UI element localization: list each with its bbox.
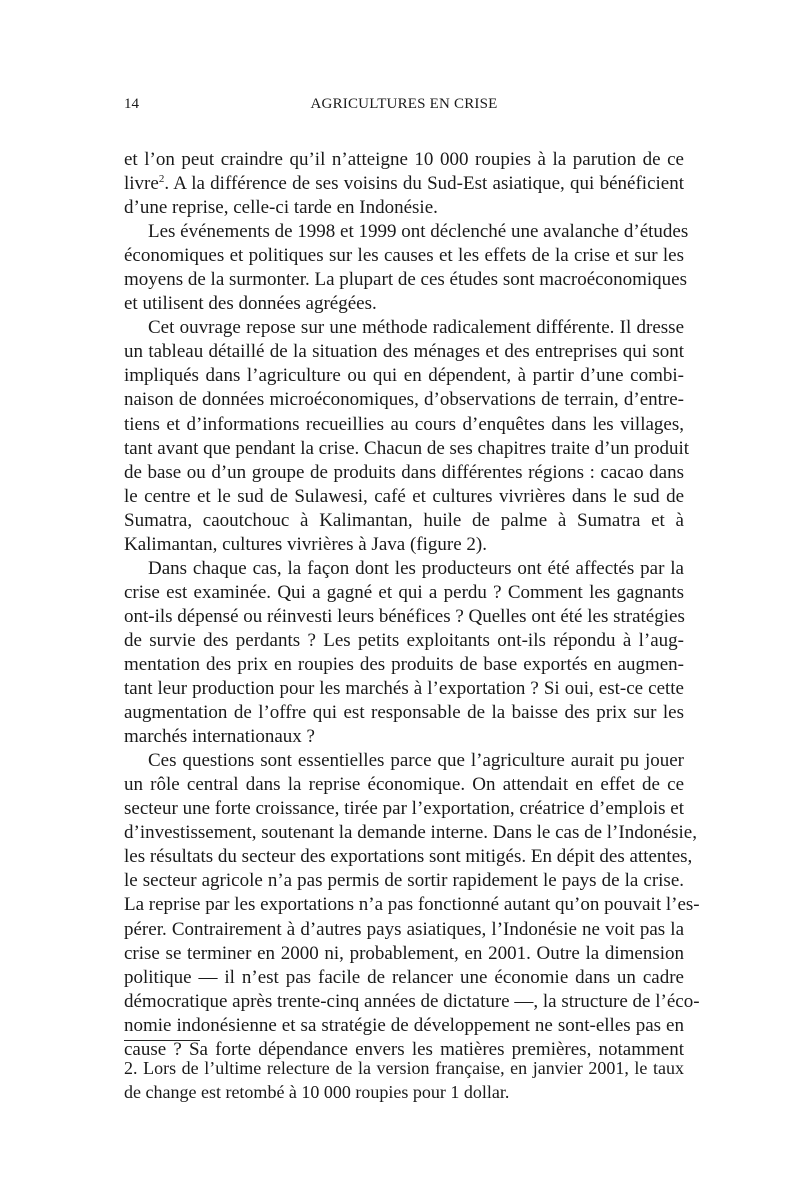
footnote-line: de change est retombé à 10 000 roupies pour 1 dollar. — [124, 1082, 510, 1103]
text-line: et l’on peut craindre qu’il n’atteigne 10 000 roupies à la parution de ce — [124, 149, 684, 170]
footnote-reference: 2 — [158, 173, 165, 186]
text-segment: livre — [124, 173, 159, 195]
footnote — [124, 1056, 684, 1104]
text-segment: . A la différence de ses voisins du Sud-Est asiatique, qui bénéficient — [164, 173, 684, 195]
text-line: Cet ouvrage repose sur une méthode radicalement différente. Il dresse — [148, 317, 684, 339]
text-line: La reprise par les exportations n’a pas fonctionné autant qu’on pouvait l’es- — [124, 894, 700, 916]
text-line: tant leur production pour les marchés à l’exportation ? Si oui, est-ce cette — [124, 678, 684, 700]
text-line: un rôle central dans la reprise économique. On attendait en effet de ce — [124, 774, 684, 796]
footnotes — [124, 1056, 684, 1104]
text-line: crise se terminer en 2000 ni, probablement, en 2001. Outre la dimension — [124, 942, 684, 964]
text-line: les résultats du secteur des exportations sont mitigés. En dépit des attentes, — [124, 846, 693, 868]
text-line: pérer. Contrairement à d’autres pays asiatiques, l’Indonésie ne voit pas la — [124, 918, 684, 940]
text-line: moyens de la surmonter. La plupart de ces études sont macroéconomiques — [124, 269, 687, 291]
text-line: Kalimantan, cultures vivrières à Java (figure 2). — [124, 533, 487, 555]
text-line: secteur une forte croissance, tirée par l’exportation, créatrice d’emplois et — [124, 798, 684, 820]
text-line: augmentation de l’offre qui est responsable de la baisse des prix sur les — [124, 702, 684, 724]
text-line: et utilisent des données agrégées. — [124, 293, 377, 315]
text-line: politique — il n’est pas facile de relancer une économie dans un cadre — [124, 966, 684, 988]
body-text — [124, 148, 700, 1062]
text-line: ont-ils dépensé ou réinvesti leurs bénéfices ? Quelles ont été les stratégies — [124, 605, 685, 627]
text-line: le centre et le sud de Sulawesi, café et cultures vivrières dans le sud de — [124, 485, 684, 507]
page-number: 14 — [124, 96, 139, 112]
text-line: impliqués dans l’agriculture ou qui en dépendent, à partir d’une combi- — [124, 365, 684, 387]
footnote-line: 2. Lors de l’ultime relecture de la version française, en janvier 2001, le taux — [124, 1058, 684, 1078]
text-line: crise est examinée. Qui a gagné et qui a perdu ? Comment les gagnants — [124, 581, 684, 603]
text-line: d’une reprise, celle-ci tarde en Indonésie. — [124, 197, 438, 219]
text-line: marchés internationaux ? — [124, 726, 315, 748]
running-header — [124, 96, 684, 118]
text-line: Dans chaque cas, la façon dont les producteurs ont été affectés par la — [148, 557, 684, 579]
running-title: AGRICULTURES EN CRISE — [310, 96, 498, 112]
paragraph — [124, 148, 684, 220]
footnote-separator — [124, 1040, 200, 1041]
text-line: démocratique après trente-cinq années de dictature —, la structure de l’éco- — [124, 990, 700, 1012]
text-line — [124, 172, 684, 196]
text-line: Sumatra, caoutchouc à Kalimantan, huile de palme à Sumatra et à — [124, 509, 684, 531]
text-line: le secteur agricole n’a pas permis de sortir rapidement le pays de la crise. — [124, 870, 684, 892]
paragraph — [124, 220, 689, 316]
paragraph — [124, 557, 684, 749]
text-line: Ces questions sont essentielles parce que l’agriculture aurait pu jouer — [148, 750, 684, 772]
text-line: de survie des perdants ? Les petits exploitants ont-ils répondu à l’aug- — [124, 629, 684, 651]
text-line: économiques et politiques sur les causes et les effets de la crise et sur les — [124, 245, 684, 267]
text-line: mentation des prix en roupies des produits de base exportés en augmen- — [124, 653, 684, 675]
text-line: cause ? Sa forte dépendance envers les matières premières, notamment — [124, 1038, 684, 1060]
text-line: nomie indonésienne et sa stratégie de développement ne sont-elles pas en — [124, 1014, 684, 1036]
paragraph — [124, 749, 700, 1062]
paragraph — [124, 316, 690, 556]
text-line: de base ou d’un groupe de produits dans différentes régions : cacao dans — [124, 461, 684, 483]
text-line: tiens et d’informations recueillies au cours d’enquêtes dans les villages, — [124, 413, 684, 435]
text-line: un tableau détaillé de la situation des ménages et des entreprises qui sont — [124, 341, 684, 363]
text-line: Les événements de 1998 et 1999 ont déclenché une avalanche d’études — [148, 221, 689, 243]
text-line: naison de données microéconomiques, d’observations de terrain, d’entre- — [124, 389, 684, 411]
text-line: d’investissement, soutenant la demande interne. Dans le cas de l’Indonésie, — [124, 822, 697, 844]
text-line: tant avant que pendant la crise. Chacun de ses chapitres traite d’un produit — [124, 437, 690, 459]
